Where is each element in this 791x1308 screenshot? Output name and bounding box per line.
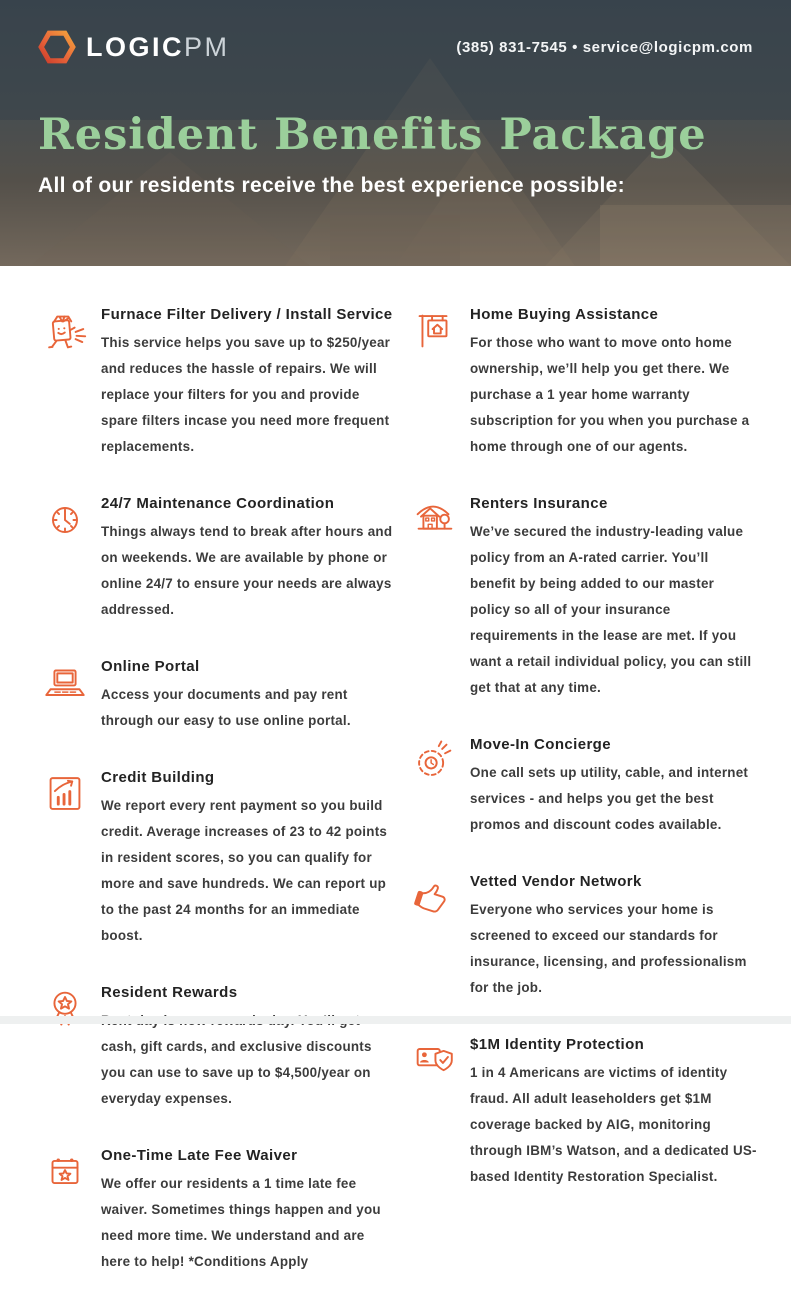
logicpm-logo <box>38 28 230 66</box>
benefit-home-buying <box>409 304 757 460</box>
laptop-icon <box>40 656 92 734</box>
benefit-title: One-Time Late Fee Waiver <box>101 1147 298 1164</box>
benefit-body: One call sets up utility, cable, and internet services - and helps you get the best promos and discount codes available. <box>470 765 749 832</box>
benefit-body: Access your documents and pay rent through our easy to use online portal. <box>101 687 351 728</box>
thumbs-up-icon <box>409 871 461 1001</box>
benefit-title: Online Portal <box>101 658 200 675</box>
brand-secondary: PM <box>184 31 230 62</box>
benefit-title: Move-In Concierge <box>470 736 611 753</box>
furnace-filter-icon <box>40 304 92 460</box>
home-sign-icon <box>409 304 461 460</box>
identity-shield-icon <box>409 1034 461 1190</box>
benefit-title: Resident Rewards <box>101 984 238 1001</box>
benefits-column-left <box>40 304 396 1308</box>
benefit-identity-protection <box>409 1034 757 1190</box>
benefits-content <box>0 266 791 1308</box>
renters-house-icon <box>409 493 461 701</box>
benefit-body: Things always tend to break after hours and on weekends. We are available by phone or online 24/7 to ensure your needs are always addressed. <box>101 524 393 617</box>
footer-strip <box>0 1016 791 1024</box>
benefit-body: We report every rent payment so you build credit. Average increases of 23 to 42 points in resident scores, so you can qualify for more and save hundreds. We can report up to the past 24 months for an immediate boost. <box>101 798 388 943</box>
rewards-ribbon-icon <box>40 982 92 1112</box>
brand-primary: LOGIC <box>86 31 184 62</box>
hero-header <box>0 0 791 266</box>
hero-top-bar <box>0 0 791 66</box>
benefit-title: Vetted Vendor Network <box>470 873 642 890</box>
benefit-maintenance <box>40 493 396 623</box>
logo-wordmark <box>86 32 230 63</box>
benefit-resident-rewards <box>40 982 396 1112</box>
benefit-late-fee-waiver <box>40 1145 396 1275</box>
benefit-title: Credit Building <box>101 769 215 786</box>
credit-chart-icon <box>40 767 92 949</box>
benefit-title: 24/7 Maintenance Coordination <box>101 495 335 512</box>
benefit-furnace-filter <box>40 304 396 460</box>
benefit-body: We offer our residents a 1 time late fee waiver. Sometimes things happen and you need more time. We understand and are here to help! *Conditions Apply <box>101 1176 381 1269</box>
concierge-timer-icon <box>409 734 461 838</box>
benefit-online-portal <box>40 656 396 734</box>
benefit-body: This service helps you save up to $250/year and reduces the hassle of repairs. We will replace your filters for you and provide spare filters incase you need more frequent replacements. <box>101 335 391 454</box>
clock-icon <box>40 493 92 623</box>
benefit-credit-building <box>40 767 396 949</box>
benefit-body: cash, gift cards, and exclusive discounts you can use to save up to $4,500/year on everyday expenses. <box>101 1039 372 1106</box>
page-title: Resident Benefits Package <box>38 110 707 160</box>
benefit-title: Furnace Filter Delivery / Install Service <box>101 306 393 323</box>
benefit-body: Everyone who services your home is screened to exceed our standards for insurance, licensing, and professionalism for the job. <box>470 902 747 995</box>
benefit-title: $1M Identity Protection <box>470 1036 645 1053</box>
late-fee-calendar-icon <box>40 1145 92 1275</box>
benefit-vendor-network <box>409 871 757 1001</box>
benefit-body: 1 in 4 Americans are victims of identity fraud. All adult leaseholders get $1M coverage backed by AIG, monitoring through IBM’s Watson, and a dedicated US-based Identity Restoration Specialist. <box>470 1065 757 1184</box>
benefit-move-in-concierge <box>409 734 757 838</box>
benefit-title: Renters Insurance <box>470 495 608 512</box>
benefit-body: We’ve secured the industry-leading value policy from an A-rated carrier. You’ll benefit by being added to our master policy so all of your insurance requirements in the lease are met. If you want a retail individual policy, you can still get that at any time. <box>470 524 752 695</box>
hexagon-logo-icon <box>38 28 76 66</box>
benefits-column-right <box>409 304 757 1308</box>
benefit-body: For those who want to move onto home ownership, we’ll help you get there. We purchase a 1 year home warranty subscription for you when you purchase a home through one of our agents. <box>470 335 750 454</box>
page-subtitle: All of our residents receive the best experience possible: <box>38 174 625 197</box>
benefit-title: Home Buying Assistance <box>470 306 659 323</box>
benefit-renters-insurance <box>409 493 757 701</box>
contact-info: (385) 831-7545 • service@logicpm.com <box>456 38 753 56</box>
